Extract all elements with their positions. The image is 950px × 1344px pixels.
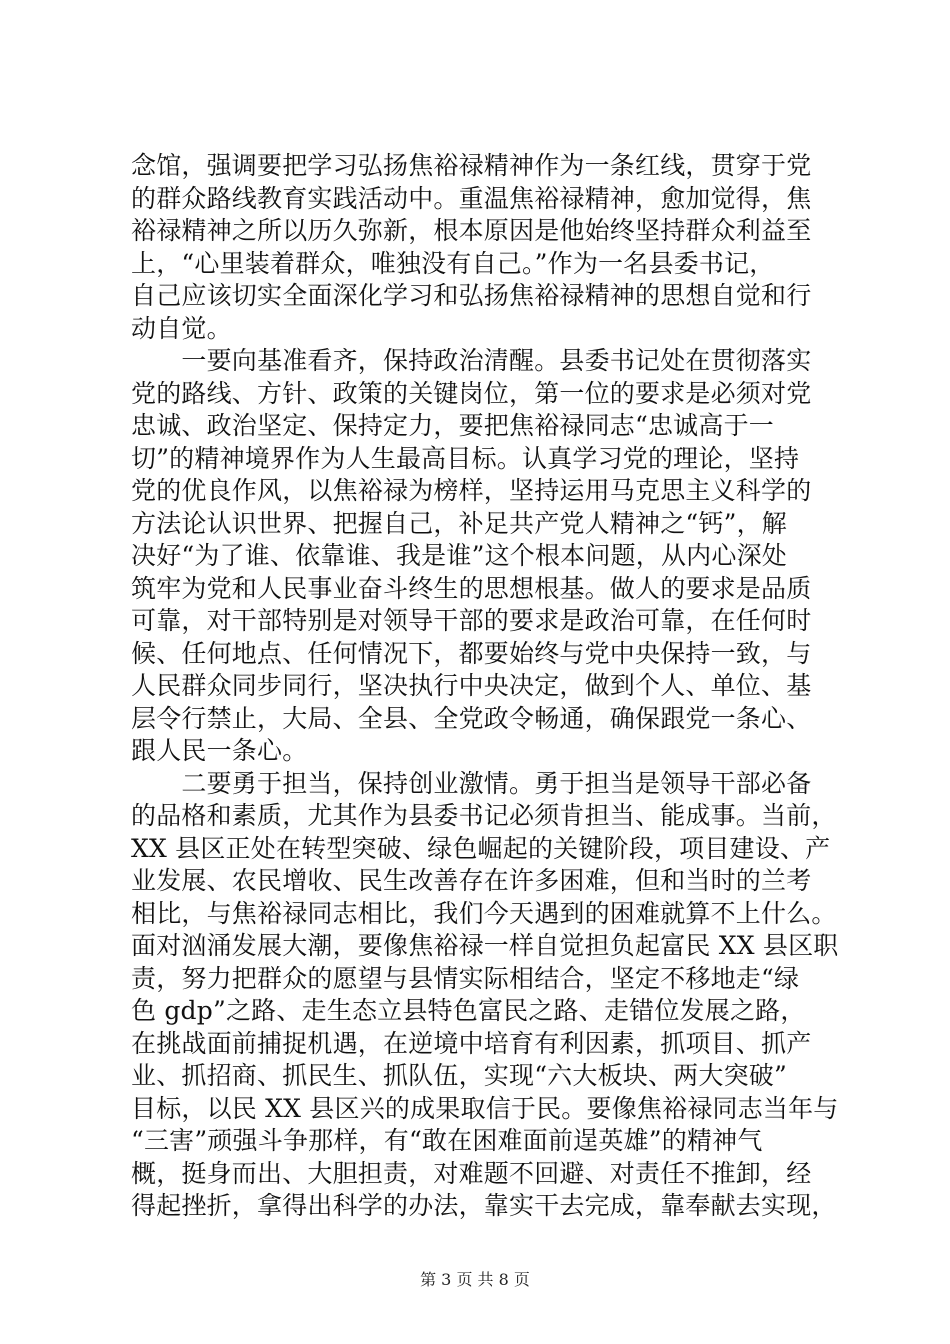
text-line: 方法论认识世界、把握自己，补足共产党人精神之“钙”，解: [131, 508, 787, 538]
text-line: 人民群众同步同行，坚决执行中央决定，做到个人、单位、基: [131, 671, 812, 700]
text-line: 业、抓招商、抓民生、抓队伍，实现“六大板块、两大突破”: [131, 1061, 787, 1090]
text-line: 责，努力把群众的愿望与县情实际相结合，坚定不移地走“绿: [131, 963, 800, 993]
text-line: 上，“心里装着群众，唯独没有自己。”作为一名县委书记，: [131, 248, 775, 278]
text-line: 在挑战面前捕捉机遇，在逆境中培育有利因素，抓项目、抓产: [131, 1028, 812, 1058]
text-line: 候、任何地点、任何情况下，都要始终与党中央保持一致，与: [131, 638, 812, 668]
document-body: [131, 150, 839, 1223]
text-line: 党的优良作风，以焦裕禄为榜样，坚持运用马克思主义科学的: [131, 476, 812, 505]
text-line: 跟人民一条心。: [131, 736, 308, 765]
text-line: 概，挺身而出、大胆担责，对难题不回避、对责任不推卸，经: [131, 1158, 812, 1188]
text-line: 念馆，强调要把学习弘扬焦裕禄精神作为一条红线，贯穿于党: [131, 151, 812, 180]
text-line: 的品格和素质，尤其作为县委书记必须肯担当、能成事。当前，: [131, 801, 837, 830]
text-line: 的群众路线教育实践活动中。重温焦裕禄精神，愈加觉得，焦: [131, 183, 812, 213]
text-line: 可靠，对干部特别是对领导干部的要求是政治可靠，在任何时: [131, 606, 812, 635]
text-line: “三害”顽强斗争那样，有“敢在困难面前逞英雄”的精神气: [131, 1126, 763, 1155]
text-line: 切”的精神境界作为人生最高目标。认真学习党的理论，坚持: [131, 443, 800, 473]
text-line: 目标，以民 XX 县区兴的成果取信于民。要像焦裕禄同志当年与: [131, 1093, 839, 1123]
text-line: 裕禄精神之所以历久弥新，根本原因是他始终坚持群众利益至: [131, 216, 812, 245]
text-line: 筑牢为党和人民事业奋斗终生的思想根基。做人的要求是品质: [131, 573, 812, 603]
text-line: 层令行禁止，大局、全县、全党政令畅通，确保跟党一条心、: [131, 703, 812, 733]
text-line: 一要向基准看齐，保持政治清醒。县委书记处在贯彻落实: [131, 346, 812, 375]
text-line: 相比，与焦裕禄同志相比，我们今天遇到的困难就算不上什么。: [131, 898, 837, 928]
text-line: 动自觉。: [131, 313, 232, 343]
text-line: 业发展、农民增收、民生改善存在许多困难，但和当时的兰考: [131, 866, 812, 895]
text-line: 决好“为了谁、依靠谁、我是谁”这个根本问题，从内心深处: [131, 541, 787, 570]
text-line: 二要勇于担当，保持创业激情。勇于担当是领导干部必备: [131, 768, 812, 798]
text-line: 党的路线、方针、政策的关键岗位，第一位的要求是必须对党: [131, 378, 812, 408]
page-number-footer: 第 3 页 共 8 页: [420, 1270, 530, 1289]
text-line: 自己应该切实全面深化学习和弘扬焦裕禄精神的思想自觉和行: [131, 281, 812, 310]
text-line: 色 gdp”之路、走生态立县特色富民之路、走错位发展之路，: [131, 996, 806, 1025]
text-line: 面对汹涌发展大潮，要像焦裕禄一样自觉担负起富民 XX 县区职: [131, 931, 839, 960]
text-line: XX 县区正处在转型突破、绿色崛起的关键阶段，项目建设、产: [131, 833, 831, 863]
text-line: 忠诚、政治坚定、保持定力，要把焦裕禄同志“忠诚高于一: [131, 411, 774, 440]
text-line: 得起挫折，拿得出科学的办法，靠实干去完成，靠奉献去实现，: [131, 1191, 837, 1220]
